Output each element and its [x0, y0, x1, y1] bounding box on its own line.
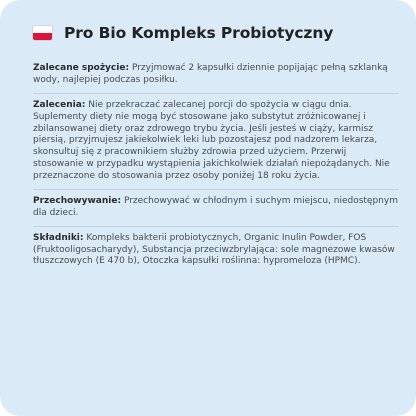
section-label: Zalecenia:: [33, 99, 86, 110]
divider: [33, 93, 399, 94]
section-ingredients: [33, 233, 399, 269]
section-label: Przechowywanie:: [33, 195, 122, 206]
section-storage: [33, 196, 399, 220]
section-text: Kompleks bakterii probiotycznych, Organic Inulin Powder, FOS (Fruktooligosacharydy), Substancja przeciwzbrylająca: sole magnezowe kwasów tłuszczowych (E 470 b), Otoczka kapsułki roślinna: hypromeloza (HPMC).: [33, 232, 395, 267]
section-text: Przyjmować 2 kapsułki dziennie popijając pełną szklanką wody, najlepiej podczas posiłku.: [33, 63, 388, 85]
product-title: Pro Bio Kompleks Probiotyczny: [64, 24, 334, 42]
poland-flag-icon: [33, 26, 52, 40]
section-recommended-intake: [33, 63, 399, 87]
section-text: Przechowywać w chłodnym i suchym miejscu, niedostępnym dla dzieci.: [33, 195, 398, 218]
divider: [33, 226, 399, 227]
section-recommendations: [33, 100, 399, 183]
card-header: [33, 20, 399, 46]
section-label: Składniki:: [33, 232, 84, 243]
divider: [33, 189, 399, 190]
section-text: Nie przekraczać zalecanej porcji do spożycia w ciągu dnia. Suplementy diety nie mogą być stosowane jako substytut zróżnicowanej i zbilansowanej diety oraz zdrowego trybu życia. Jeśli jesteś w ciąży, karmisz piersią, przyjmujesz jakiekolwiek leki lub pozostajesz pod nadzorem lekarza, skonsultuj się z pracownikiem służby zdrowia przed użyciem. Przerwij stosowanie w przypadku wystąpienia jakichkolwiek działań niepożądanych. Nie przeznaczone do stosowania przez osoby poniżej 18 roku życia.: [33, 99, 390, 181]
section-label: Zalecane spożycie:: [33, 63, 130, 73]
